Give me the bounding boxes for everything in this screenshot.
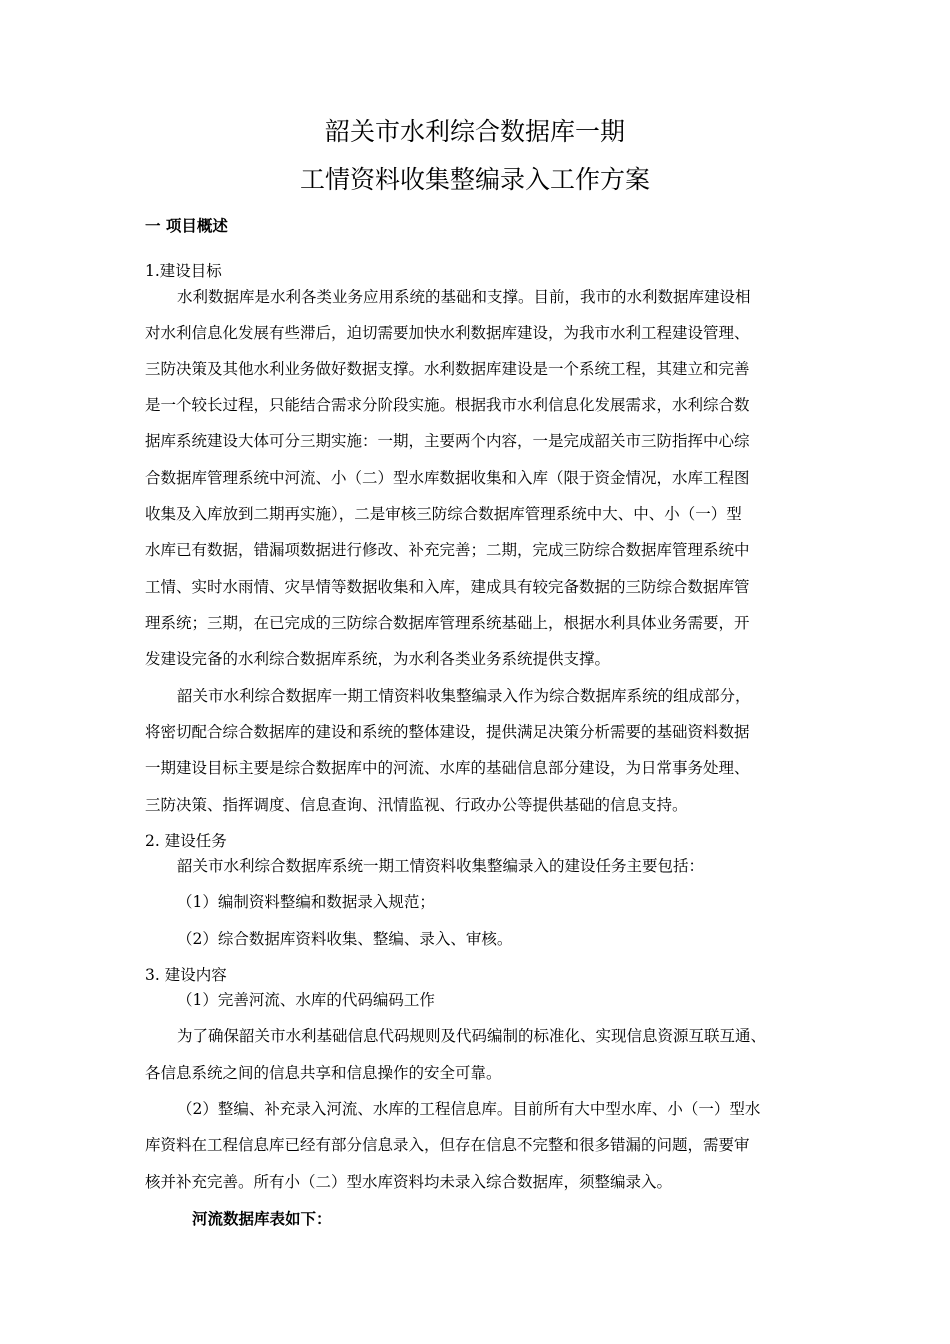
- para2-line: 一期建设目标主要是综合数据库中的河流、水库的基础信息部分建设，为日常事务处理、: [145, 759, 750, 777]
- para1-line: 水利数据库是水利各类业务应用系统的基础和支撑。目前，我市的水利数据库建设相: [177, 288, 751, 306]
- para2-line: 将密切配合综合数据库的建设和系统的整体建设，提供满足决策分析需要的基础资料数据: [145, 723, 750, 741]
- sub3-item: （1）完善河流、水库的代码编码工作: [177, 991, 435, 1009]
- para1-line: 水库已有数据，错漏项数据进行修改、补充完善；二期，完成三防综合数据库管理系统中: [145, 541, 750, 559]
- para1-line: 据库系统建设大体可分三期实施：一期，主要两个内容，一是完成韶关市三防指挥中心综: [145, 432, 750, 450]
- para1-line: 工情、实时水雨情、灾旱情等数据收集和入库，建成具有较完备数据的三防综合数据库管: [145, 578, 750, 596]
- para3-line: 为了确保韶关市水利基础信息代码规则及代码编制的标准化、实现信息资源互联互通、: [177, 1027, 767, 1045]
- sub2-heading: 2. 建设任务: [145, 832, 227, 850]
- para4-line: 库资料在工程信息库已经有部分信息录入，但存在信息不完整和很多错漏的问题，需要审: [145, 1136, 750, 1154]
- sub2-item: （2）综合数据库资料收集、整编、录入、审核。: [177, 930, 513, 948]
- para1-line: 理系统；三期，在已完成的三防综合数据库管理系统基础上，根据水利具体业务需要，开: [145, 614, 750, 632]
- document-title-line2: 工情资料收集整编录入工作方案: [299, 165, 650, 194]
- sub1-heading: 1.建设目标: [145, 262, 222, 280]
- para1-line: 收集及入库放到二期再实施），二是审核三防综合数据库管理系统中大、中、小（一）型: [145, 505, 742, 523]
- para2-line: 韶关市水利综合数据库一期工情资料收集整编录入作为综合数据库系统的组成部分，: [177, 687, 751, 705]
- para1-line: 对水利信息化发展有些滞后，迫切需要加快水利数据库建设，为我市水利工程建设管理、: [145, 324, 750, 342]
- para1-line: 合数据库管理系统中河流、小（二）型水库数据收集和入库（限于资金情况，水库工程图: [145, 469, 750, 487]
- para2-line: 三防决策、指挥调度、信息查询、汛情监视、行政办公等提供基础的信息支持。: [145, 796, 688, 814]
- sub2-item: （1）编制资料整编和数据录入规范；: [177, 893, 435, 911]
- sub3-heading: 3. 建设内容: [145, 966, 227, 984]
- para4-line: 核并补充完善。所有小（二）型水库资料均未录入综合数据库，须整编录入。: [145, 1173, 673, 1191]
- para3-line: 各信息系统之间的信息共享和信息操作的安全可靠。: [145, 1064, 502, 1082]
- para1-line: 三防决策及其他水利业务做好数据支撑。水利数据库建设是一个系统工程，其建立和完善: [145, 360, 750, 378]
- sub2-intro: 韶关市水利综合数据库系统一期工情资料收集整编录入的建设任务主要包括：: [177, 857, 705, 875]
- section1-heading: 一 项目概述: [145, 216, 228, 235]
- document-title-line1: 韶关市水利综合数据库一期: [324, 117, 625, 146]
- para1-line: 是一个较长过程，只能结合需求分阶段实施。根据我市水利信息化发展需求，水利综合数: [145, 396, 750, 414]
- para4-line: （2）整编、补充录入河流、水库的工程信息库。目前所有大中型水库、小（一）型水: [177, 1100, 761, 1118]
- table-caption: 河流数据库表如下：: [192, 1209, 332, 1228]
- para1-line: 发建设完备的水利综合数据库系统，为水利各类业务系统提供支撑。: [145, 650, 611, 668]
